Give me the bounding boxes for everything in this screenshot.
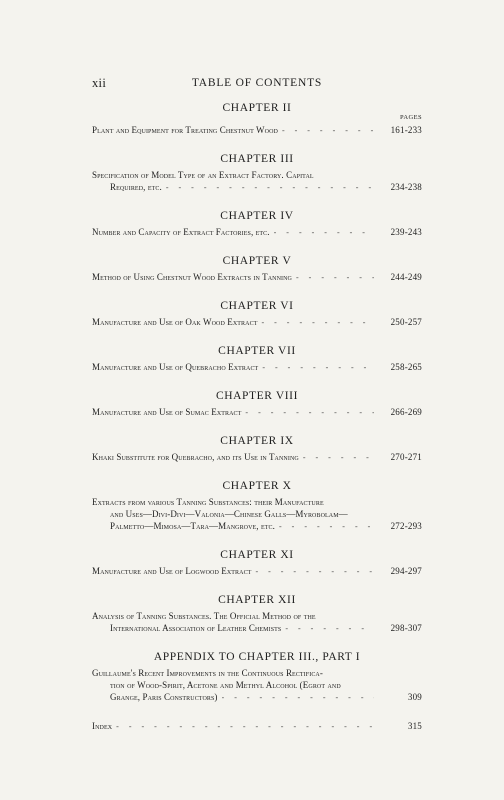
dot-leader [261,317,374,329]
entry-line [92,316,422,329]
entry-title: Analysis of Tanning Substances. The Official Method of the [92,611,316,621]
chapter-heading: CHAPTER XI [220,549,294,561]
toc-section [92,592,422,649]
entry-line [92,496,422,508]
dot-leader [279,521,374,533]
dot-leader [166,182,374,194]
spacer [92,419,422,433]
toc-entry [92,451,422,464]
chapter-heading: CHAPTER IV [220,210,294,222]
toc-section [92,547,422,592]
spacer [92,374,422,388]
entry-title: Guillaume's Recent Improvements in the Continuous Rectifica- [92,668,323,678]
toc-section [92,388,422,433]
entry-title: Grange, Paris Constructors) [110,692,218,702]
toc-section [92,100,422,151]
chapter-heading: CHAPTER VI [220,300,294,312]
spacer [92,578,422,592]
spacer [92,329,422,343]
toc-entry [92,169,422,194]
entry-title: Specification of Model Type of an Extract Factory. Capital [92,170,314,180]
entry-title: and Uses—Divi-Divi—Valonia—Chinese Galls—Myrobolam— [110,509,348,519]
chapter-heading: CHAPTER IX [220,435,294,447]
toc-entry [92,271,422,284]
entry-line [92,169,422,181]
page-range: 266-269 [390,407,422,417]
toc-section [92,208,422,253]
entry-line [92,226,422,239]
toc-entry [92,565,422,578]
entry-line [92,271,422,284]
index-entry [92,720,422,733]
entry-line [92,720,422,733]
entry-line [92,610,422,622]
entry-title: Palmetto—Mimosa—Tara—Mangrove, etc. [110,521,275,531]
toc-section [92,478,422,547]
entry-title: Number and Capacity of Extract Factories, etc. [92,227,270,237]
chapter-heading: APPENDIX TO CHAPTER III., PART I [153,651,361,663]
dot-leader [262,362,374,374]
entry-line [92,679,422,691]
chapter-heading: CHAPTER V [222,255,292,267]
spacer [92,194,422,208]
toc-entry [92,610,422,635]
toc-entry [92,226,422,239]
entry-line [92,508,422,520]
spacer [92,635,422,649]
spacer [92,464,422,478]
dot-leader [282,125,374,137]
dot-leader [285,623,374,635]
entry-line [92,181,422,194]
entry-line [92,406,422,419]
chapter-heading: CHAPTER III [220,153,294,165]
entry-line [92,565,422,578]
entry-title: Khaki Substitute for Quebracho, and its Use in Tanning [92,452,299,462]
page-range: 309 [407,692,422,702]
chapter-heading: CHAPTER VII [218,345,296,357]
spacer [92,284,422,298]
spacer [92,704,422,718]
page-range: 244-249 [390,272,422,282]
entry-title: tion of Wood-Spirit, Acetone and Methyl Alcohol (Egrot and [110,680,341,690]
page-number: xii [92,76,107,90]
toc-entry [92,316,422,329]
entry-title: Method of Using Chestnut Wood Extracts in Tanning [92,272,292,282]
entry-title: Required, etc. [110,182,162,192]
toc-entry [92,361,422,374]
entry-title: Manufacture and Use of Oak Wood Extract [92,317,258,327]
dot-leader [116,721,374,733]
entry-title: Manufacture and Use of Sumac Extract [92,407,242,417]
entry-title: Manufacture and Use of Quebracho Extract [92,362,259,372]
page-range: 234-238 [390,182,422,192]
chapter-heading: CHAPTER VIII [215,390,299,402]
dot-leader [274,227,374,239]
chapter-heading: CHAPTER X [222,480,292,492]
toc-section [92,433,422,478]
toc-entry [92,124,422,137]
entry-title: International Association of Leather Chemists [110,623,282,633]
page-range: 258-265 [390,362,422,372]
entry-line [92,451,422,464]
toc-section [92,253,422,298]
entry-title: Extracts from various Tanning Substances: their Manufacture [92,497,324,507]
pages-column-label: PAGES [400,114,422,121]
entry-title: Manufacture and Use of Logwood Extract [92,566,252,576]
page-range: 250-257 [390,317,422,327]
page-range: 161-233 [390,125,422,135]
spacer [92,533,422,547]
entry-line [92,361,422,374]
page-range: 315 [407,721,422,731]
toc-entry [92,667,422,704]
toc-entry [92,406,422,419]
table-of-contents [92,100,422,733]
dot-leader [255,566,374,578]
toc-section [92,298,422,343]
dot-leader [245,407,374,419]
entry-line [92,691,422,704]
spacer [92,239,422,253]
toc-section [92,649,422,718]
page-range: 298-307 [390,623,422,633]
dot-leader [303,452,374,464]
dot-leader [296,272,374,284]
page-range: 270-271 [390,452,422,462]
running-title: TABLE OF CONTENTS [191,77,323,89]
entry-title: Plant and Equipment for Treating Chestnut Wood [92,125,278,135]
toc-section [92,151,422,208]
chapter-heading: CHAPTER II [222,102,292,114]
entry-line [92,667,422,679]
page-range: 239-243 [390,227,422,237]
spacer [92,137,422,151]
index-label: Index [92,721,113,731]
page-range: 294-297 [390,566,422,576]
page-range: 272-293 [390,521,422,531]
toc-section [92,343,422,388]
entry-line [92,622,422,635]
toc-entry [92,496,422,533]
entry-line [92,520,422,533]
chapter-heading: CHAPTER XII [218,594,296,606]
entry-line [92,124,422,137]
dot-leader [222,692,374,704]
